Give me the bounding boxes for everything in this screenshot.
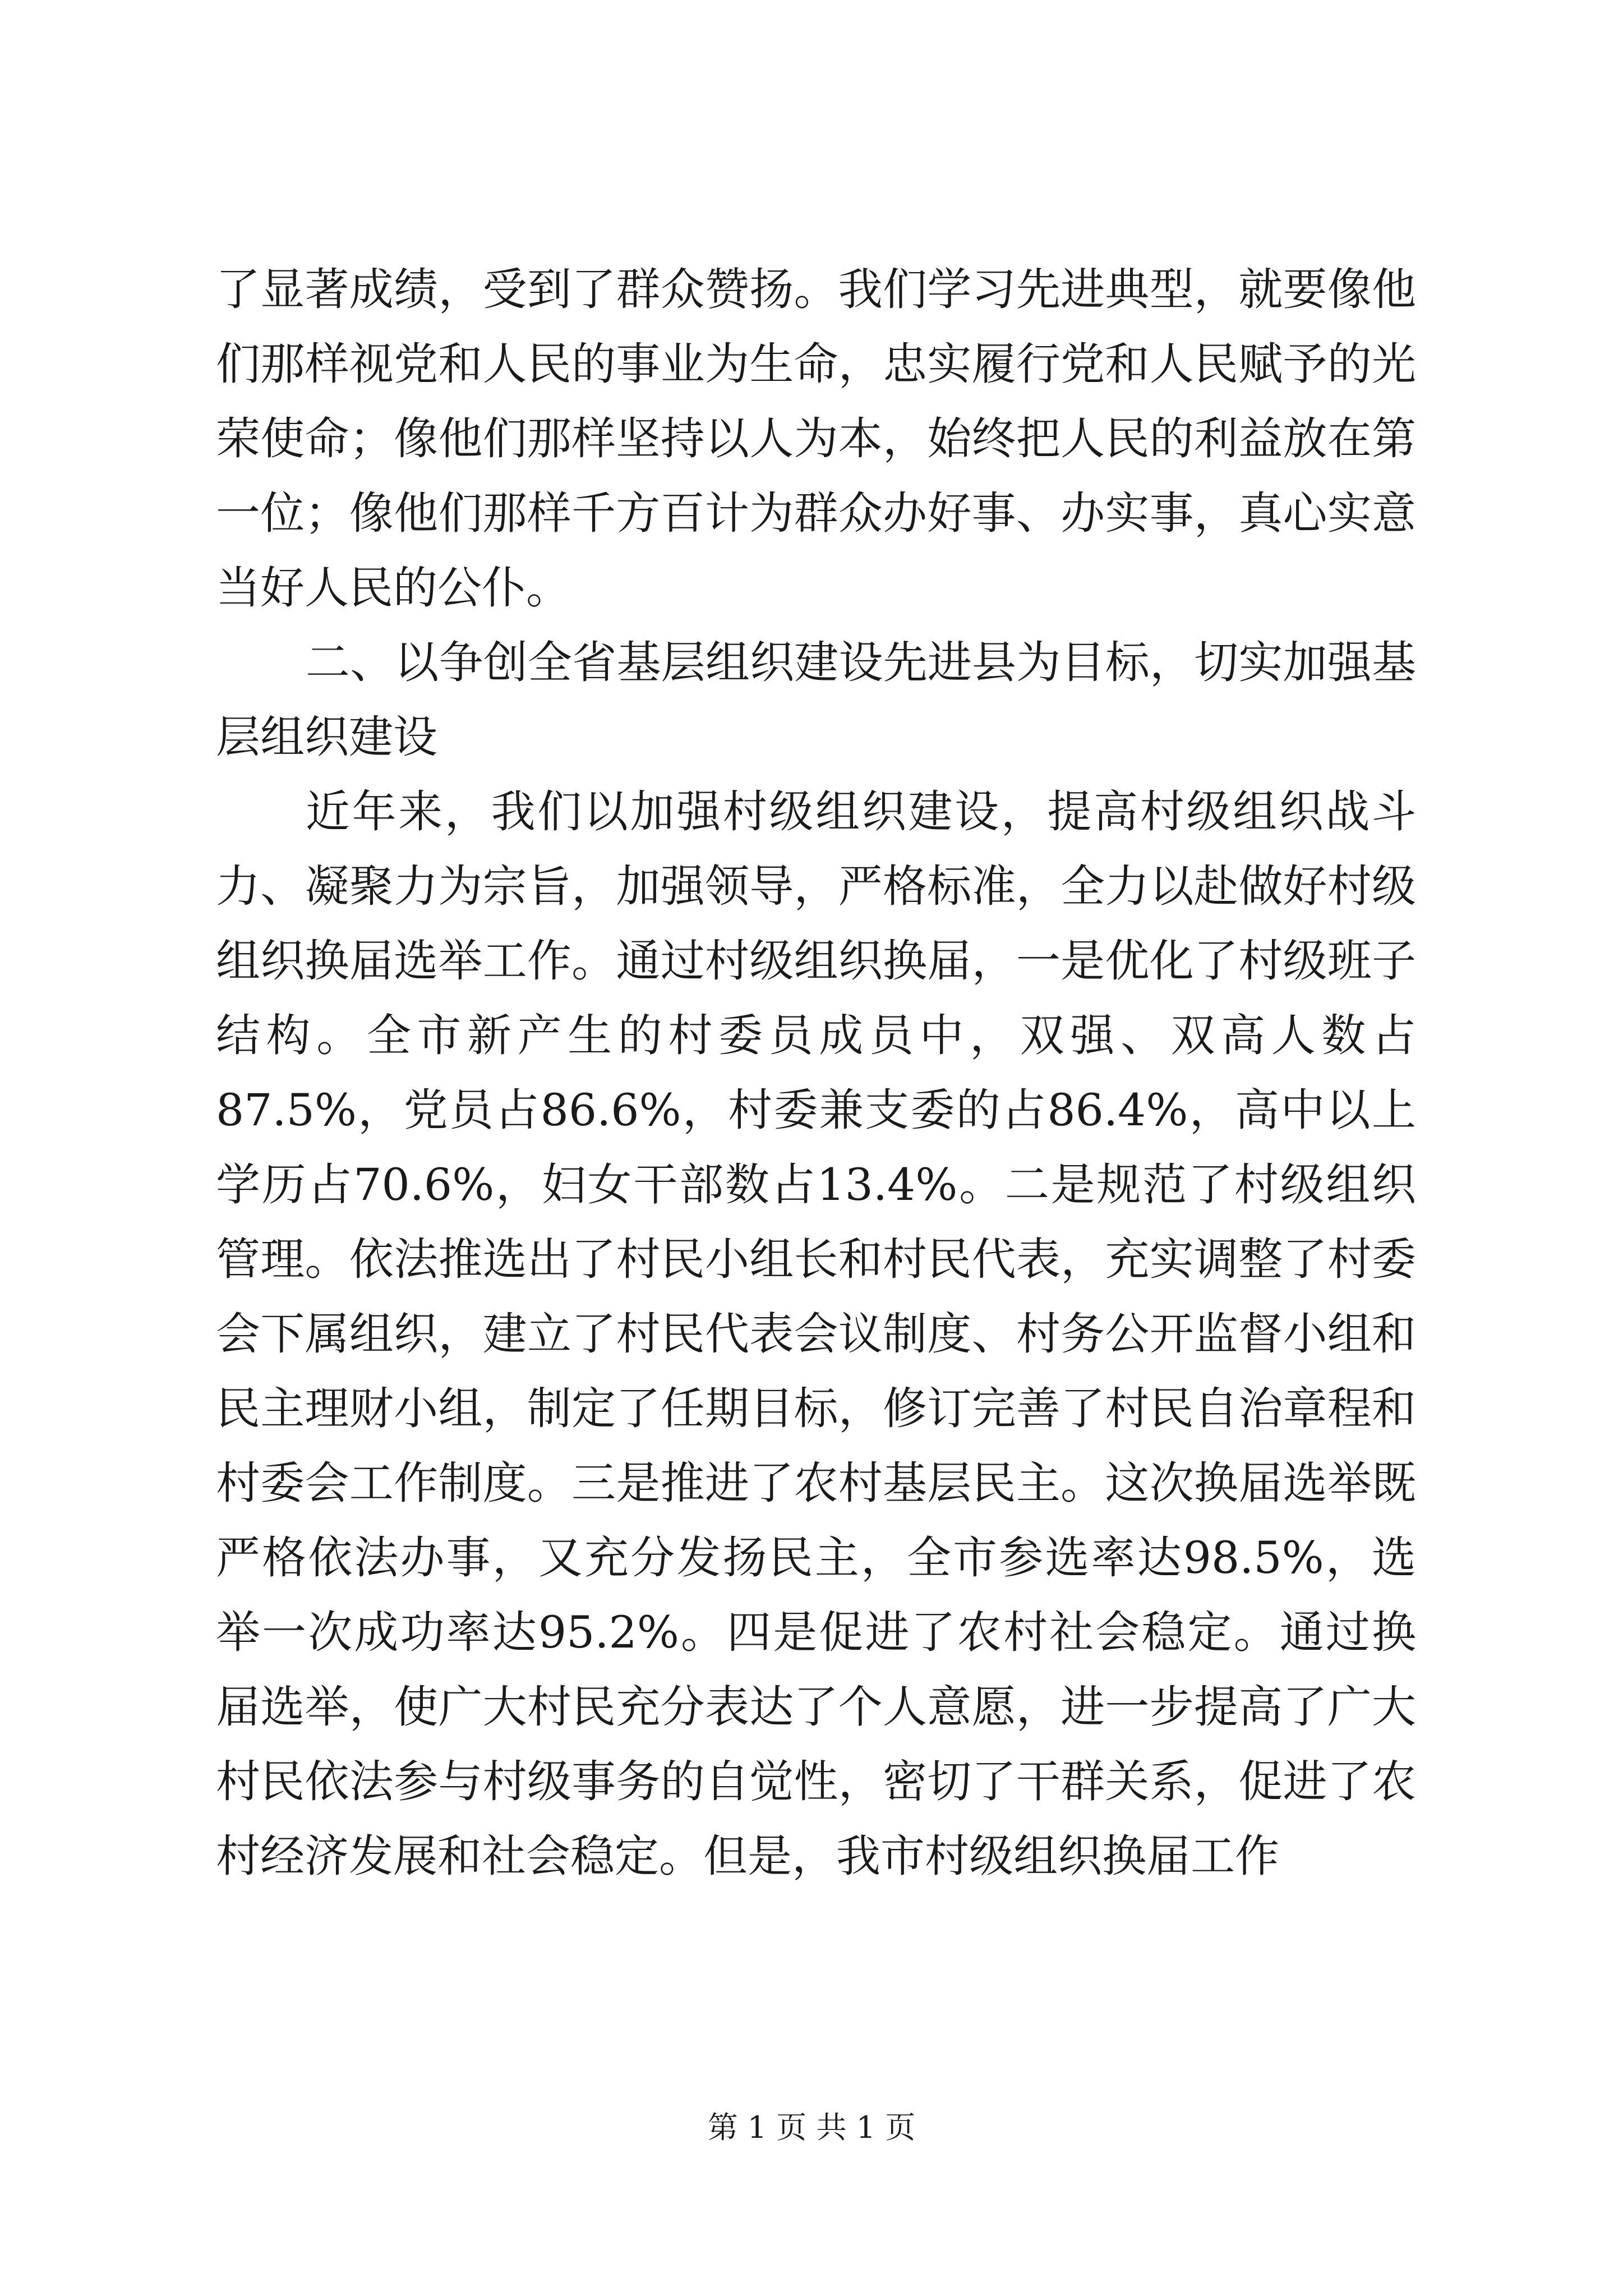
section-heading-two: 二、以争创全省基层组织建设先进县为目标，切实加强基层组织建设: [216, 637, 1416, 763]
paragraph-village-elections: 近年来，我们以加强村级组织建设，提高村级组织战斗力、凝聚力为宗旨，加强领导，严格标准，全力以赴做好村级组织换届选举工作。通过村级组织换届，一是优化了村级班子结构。全市新产生的村委员成员中，双强、双高人数占87.5%，党员占86.6%，村委兼支委的占86.4%，高中以上学历占70.6%，妇女干部数占13.4%。二是规范了村级组织管理。依法推选出了村民小组长和村民代表，充实调整了村委会下属组织，建立了村民代表会议制度、村务公开监督小组和民主理财小组，制定了任期目标，修订完善了村民自治章程和村委会工作制度。三是推进了农村基层民主。这次换届选举既严格依法办事，又充分发扬民主，全市参选率达98.5%，选举一次成功率达95.2%。四是促进了农村社会稳定。通过换届选举，使广大村民充分表达了个人意愿，进一步提高了广大村民依法参与村级事务的自觉性，密切了干群关系，促进了农村经济发展和社会稳定。但是，我市村级组织换届工作: [216, 786, 1416, 1882]
page-footer: 第 1 页 共 1 页: [707, 2110, 916, 2145]
paragraph-continuation: 了显著成绩，受到了群众赞扬。我们学习先进典型，就要像他们那样视党和人民的事业为生命，忠实履行党和人民赋予的光荣使命；像他们那样坚持以人为本，始终把人民的利益放在第一位；像他们那样千方百计为群众办好事、办实事，真心实意当好人民的公仆。: [216, 264, 1416, 614]
document-body: [216, 252, 1416, 1894]
